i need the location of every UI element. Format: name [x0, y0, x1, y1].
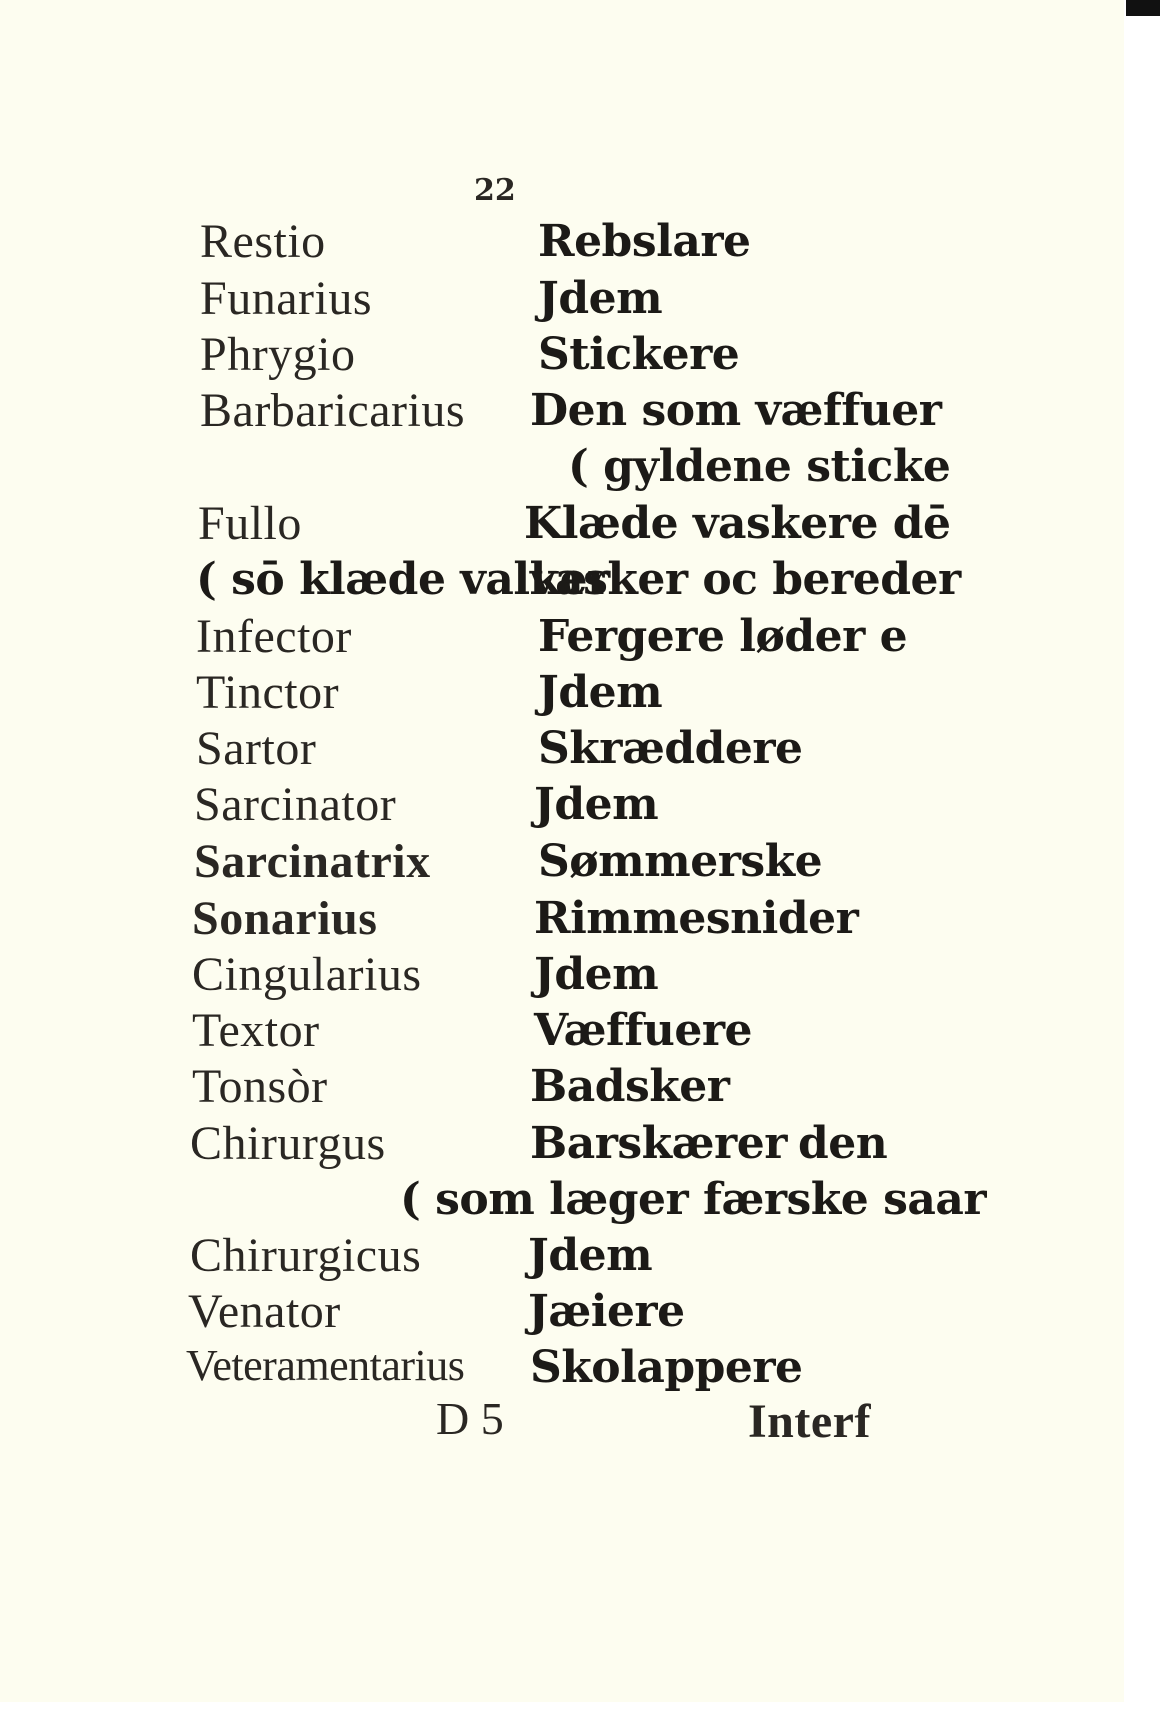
latin-term: Cingularius — [192, 948, 422, 1001]
page-margin-bottom — [0, 1702, 1160, 1718]
danish-term: Jdem — [538, 273, 663, 324]
danish-term: Den som væffuer — [530, 385, 942, 436]
latin-term: Phrygio — [200, 328, 356, 381]
latin-term: Sarcinatrix — [194, 835, 431, 888]
danish-term: Stickere — [538, 329, 740, 380]
danish-term: Rebslare — [538, 216, 751, 267]
danish-term: Jdem — [538, 667, 663, 718]
scan-edge-mark — [1126, 0, 1160, 16]
danish-term: Jdem — [534, 779, 659, 830]
danish-continuation: ( sō klæde valker — [196, 554, 610, 605]
latin-term: Barbaricarius — [200, 384, 466, 437]
latin-term: Sarcinator — [194, 778, 397, 831]
danish-term: Jdem — [534, 949, 659, 1000]
latin-term: Chirurgicus — [190, 1229, 422, 1282]
danish-continuation: ( gyldene sticke — [568, 441, 951, 492]
danish-term: Rimmesnider — [534, 893, 859, 944]
danish-term: Klæde vaskere dē — [524, 498, 951, 549]
latin-term: Funarius — [200, 272, 372, 325]
danish-continuation-word: den — [798, 1118, 888, 1169]
danish-continuation: ( som læger færske saar — [400, 1174, 987, 1225]
catchword: Interf — [748, 1395, 871, 1448]
danish-term: Skræddere — [538, 723, 803, 774]
latin-term: Fullo — [198, 497, 302, 550]
latin-term: Sartor — [196, 722, 317, 775]
page-number: 22 — [474, 173, 516, 208]
latin-term: Tonsòr — [192, 1060, 328, 1113]
signature-mark: D 5 — [436, 1393, 504, 1444]
danish-term: Barskærer — [530, 1118, 787, 1169]
danish-term: Jæiere — [528, 1286, 685, 1337]
page-margin-right — [1124, 0, 1160, 1718]
danish-term: Væffuere — [534, 1005, 753, 1056]
latin-term: Restio — [200, 215, 326, 268]
danish-term: Fergere løder e — [538, 611, 908, 662]
danish-term: Sømmerske — [538, 836, 823, 887]
latin-term: Venator — [188, 1285, 341, 1338]
latin-term: Infector — [196, 610, 352, 663]
latin-term: Textor — [192, 1004, 320, 1057]
latin-term: Chirurgus — [190, 1117, 386, 1170]
latin-term: Sonarius — [192, 892, 378, 945]
danish-term: vasker oc bereder — [530, 554, 961, 605]
danish-term: Skolappere — [530, 1342, 803, 1393]
latin-term: Veteramentarius — [186, 1341, 465, 1390]
latin-term: Tinctor — [196, 666, 340, 719]
danish-term: Badsker — [530, 1061, 730, 1112]
danish-term: Jdem — [528, 1230, 653, 1281]
